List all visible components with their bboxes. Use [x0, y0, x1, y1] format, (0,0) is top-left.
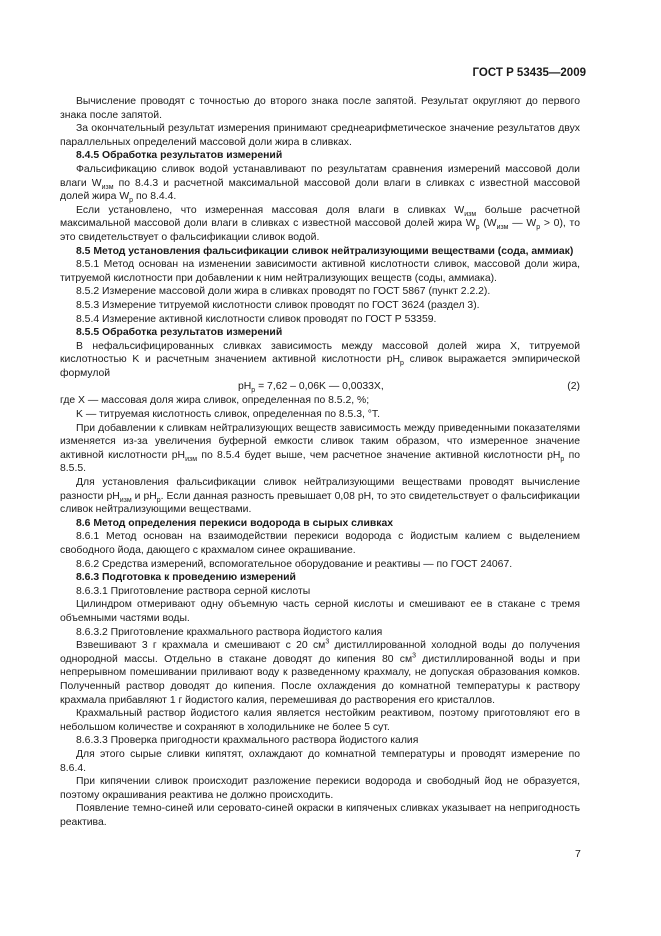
paragraph: Для этого сырые сливки кипятят, охлаждают до комнатной температуры и проводят измерение по 8.6.4.	[60, 748, 580, 774]
paragraph: 8.6.1 Метод основан на взаимодействии перекиси водорода с йодистым калием с выделением свободного йода, дающего с крахмалом синее окрашивание.	[60, 531, 580, 556]
paragraph: В нефальсифицированных сливках зависимость между массовой долей жира X, титруемой кислотностью K и расчетным значением активной кислотности $pH_р$ сливок выражается эмпирической формулой	[60, 340, 580, 379]
paragraph: K — титруемая кислотность сливок, определенная по 8.5.3, °Т.	[76, 409, 380, 421]
paragraph: Для установления фальсификации сливок нейтрализующими веществами проводят вычисление разности $pH_{изм}$ и $pH_р$. Если данная разность превышает 0,08 pH, то это свидетельствует о фальсификации сливок нейтрализующими веществами.	[60, 477, 580, 516]
paragraph: Появление темно-синей или серовато-синей окраски в кипяченых сливках указывает на непригодность реактива.	[60, 803, 580, 828]
formula-number: (2)	[567, 381, 580, 393]
paragraph: Крахмальный раствор йодистого калия является нестойким реактивом, поэтому приготовляют его в небольшом количестве и сохраняют в холодильнике не более 5 сут.	[60, 708, 580, 733]
paragraph: 8.6.2 Средства измерений, вспомогательное оборудование и реактивы — по ГОСТ 24067.	[76, 558, 513, 570]
paragraph: 8.5.4 Измерение активной кислотности сливок проводят по ГОСТ Р 53359.	[76, 313, 437, 325]
paragraph: Если установлено, что измеренная массовая доля влаги в сливках $W_{изм}$ больше расчетной максимальной массовой доли влаги в сливках с известной массовой долей жира $W_р$ ($W_{изм}$ — $W_р > 0$), то это свидетельствует о фальсификации сливок водой.	[60, 204, 580, 243]
paragraph: За окончательный результат измерения принимают среднеарифметическое значение результатов двух параллельных определений массовой доли жира в сливках.	[60, 123, 580, 148]
paragraph: Взвешивают 3 г крахмала и смешивают с 20 $см^3$ дистиллированной холодной воды до получения однородной массы. Отдельно в стакане доводят до кипения 80 $см^3$ дистиллированной воды и при непрерывном помешивании приливают воду к разведенному крахмалу, не допуская образования комков. Полученный раствор доводят до кипения. После охлаждения до комнатной температуры к раствору крахмала прибавляют 1 г йодистого калия, перемешивая до растворения его кристаллов.	[60, 638, 580, 706]
paragraph: 8.5.2 Измерение массовой доли жира в сливках проводят по ГОСТ 5867 (пункт 2.2.2).	[76, 286, 491, 298]
document-header: ГОСТ Р 53435—2009	[472, 67, 586, 79]
paragraph: Вычисление проводят с точностью до второго знака после запятой. Результат округляют до первого знака после запятой.	[60, 96, 580, 121]
formula	[60, 380, 580, 394]
paragraph: 8.6.3.1 Приготовление раствора серной кислоты	[76, 585, 311, 597]
paragraph: Цилиндром отмеривают одну объемную часть серной кислоты и смешивают ее в стакане с тремя объемными частями воды.	[60, 599, 580, 624]
page-number: 7	[575, 848, 581, 860]
paragraph: 8.5.1 Метод основан на изменении зависимости активной кислотности сливок, массовой доли жира, титруемой кислотности при добавлении к ним нейтрализующих веществ (соды, аммиака).	[60, 259, 580, 284]
section-heading: 8.4.5 Обработка результатов измерений	[76, 150, 283, 162]
paragraph: где X — массовая доля жира сливок, определенная по 8.5.2, %;	[60, 395, 370, 407]
paragraph: При кипячении сливок происходит разложение перекиси водорода и свободный йод не образуется, поэтому окрашивания реактива не должно происходить.	[60, 776, 580, 801]
section-heading: 8.6.3 Подготовка к проведению измерений	[76, 572, 296, 584]
section-heading: 8.5.5 Обработка результатов измерений	[76, 327, 283, 339]
paragraph: При добавлении к сливкам нейтрализующих веществ зависимость между приведенными показателями изменяется из-за увеличения буферной емкости сливок таким образом, что измеренное значение активной кислотности $pH_{изм}$ по 8.5.4 будет выше, чем расчетное значение активной кислотности $pH_р$ по 8.5.5.	[60, 422, 581, 475]
formula-expression: $pH_р = 7,62 - 0,06K$ — 0,0033X,	[238, 381, 384, 395]
section-heading: 8.5 Метод установления фальсификации сливок нейтрализующими веществами (сода, аммиак)	[76, 245, 574, 257]
document-body	[60, 95, 580, 829]
paragraph: 8.6.3.2 Приготовление крахмального раствора йодистого калия	[76, 626, 383, 638]
paragraph: Фальсификацию сливок водой устанавливают по результатам сравнения измерений массовой доли влаги $W_{изм}$ по 8.4.3 и расчетной максимальной массовой доли влаги в сливках с известной массовой долей жира $W_р$ по 8.4.4.	[60, 163, 580, 205]
section-heading: 8.6 Метод определения перекиси водорода в сырых сливках	[76, 517, 394, 529]
paragraph: 8.5.3 Измерение титруемой кислотности сливок проводят по ГОСТ 3624 (раздел 3).	[76, 299, 480, 311]
paragraph: 8.6.3.3 Проверка пригодности крахмального раствора йодистого калия	[76, 735, 419, 747]
